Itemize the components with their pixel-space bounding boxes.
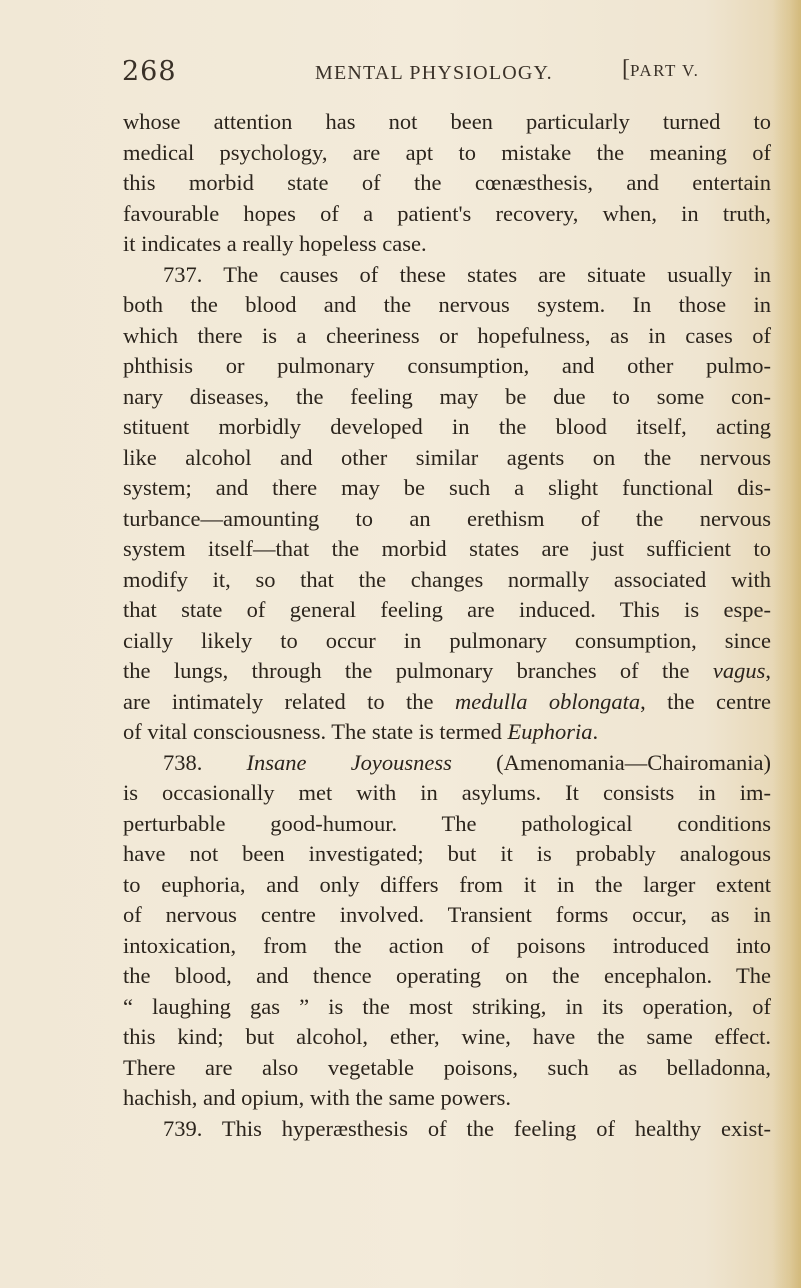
text-line: “ laughing gas ” is the most striking, in its operation, of	[123, 993, 771, 1019]
text-line: is occasionally met with in asylums. It consists in im-	[123, 780, 771, 805]
text-line: the blood, and thence operating on the encephalon. The	[123, 963, 771, 988]
part-label-text: PART V.	[630, 61, 700, 80]
text-line: this morbid state of the cœnæsthesis, and entertain	[123, 170, 771, 195]
text-line: phthisis or pulmonary consumption, and other pulmo-	[123, 353, 771, 378]
text-line: modify it, so that the changes normally associated with	[123, 566, 771, 592]
text-line: medical psychology, are apt to mistake the meaning of	[123, 139, 771, 165]
running-title: MENTAL PHYSIOLOGY.	[315, 62, 553, 84]
text-line: perturbable good-humour. The pathological conditions	[123, 810, 771, 836]
text-line: are intimately related to the medulla oblongata, the centre	[123, 688, 771, 714]
text-line: 738. Insane Joyousness (Amenomania—Chairomania)	[163, 749, 771, 775]
text-line: turbance—amounting to an erethism of the nervous	[123, 505, 771, 531]
text-line: like alcohol and other similar agents on the nervous	[123, 444, 771, 470]
text-line: There are also vegetable poisons, such as belladonna,	[123, 1054, 771, 1080]
text-line: the lungs, through the pulmonary branches of the vagus,	[123, 658, 771, 683]
body-text	[123, 107, 771, 1144]
text-line: 739. This hyperæsthesis of the feeling of healthy exist-	[163, 1115, 771, 1141]
text-line: that state of general feeling are induced. This is espe-	[123, 597, 771, 622]
text-line: of vital consciousness. The state is termed Euphoria.	[123, 719, 599, 744]
part-label-bracket: [	[622, 56, 630, 82]
text-line: stituent morbidly developed in the blood itself, acting	[123, 414, 771, 439]
text-line: system itself—that the morbid states are just sufficient to	[123, 536, 771, 561]
text-line: intoxication, from the action of poisons introduced into	[123, 932, 771, 958]
text-line: cially likely to occur in pulmonary consumption, since	[123, 627, 771, 653]
text-line: both the blood and the nervous system. In those in	[123, 292, 771, 317]
running-header	[122, 56, 767, 96]
page-number: 268	[122, 56, 177, 87]
text-line: whose attention has not been particularly turned to	[123, 109, 771, 134]
text-line: system; and there may be such a slight functional dis-	[123, 475, 771, 500]
text-line: to euphoria, and only differs from it in the larger extent	[123, 871, 771, 897]
page-edge-shadow	[773, 0, 801, 1288]
text-line: of nervous centre involved. Transient forms occur, as in	[123, 902, 771, 927]
text-line: hachish, and opium, with the same powers.	[123, 1085, 512, 1110]
part-label	[622, 56, 699, 83]
text-line: favourable hopes of a patient's recovery, when, in truth,	[123, 200, 771, 226]
text-line: nary diseases, the feeling may be due to some con-	[123, 383, 771, 409]
text-line: it indicates a really hopeless case.	[123, 231, 427, 256]
text-line: this kind; but alcohol, ether, wine, have the same effect.	[123, 1024, 771, 1049]
text-line: 737. The causes of these states are situate usually in	[163, 261, 771, 287]
text-line: which there is a cheeriness or hopefulness, as in cases of	[123, 322, 771, 348]
text-line: have not been investigated; but it is probably analogous	[123, 841, 771, 866]
